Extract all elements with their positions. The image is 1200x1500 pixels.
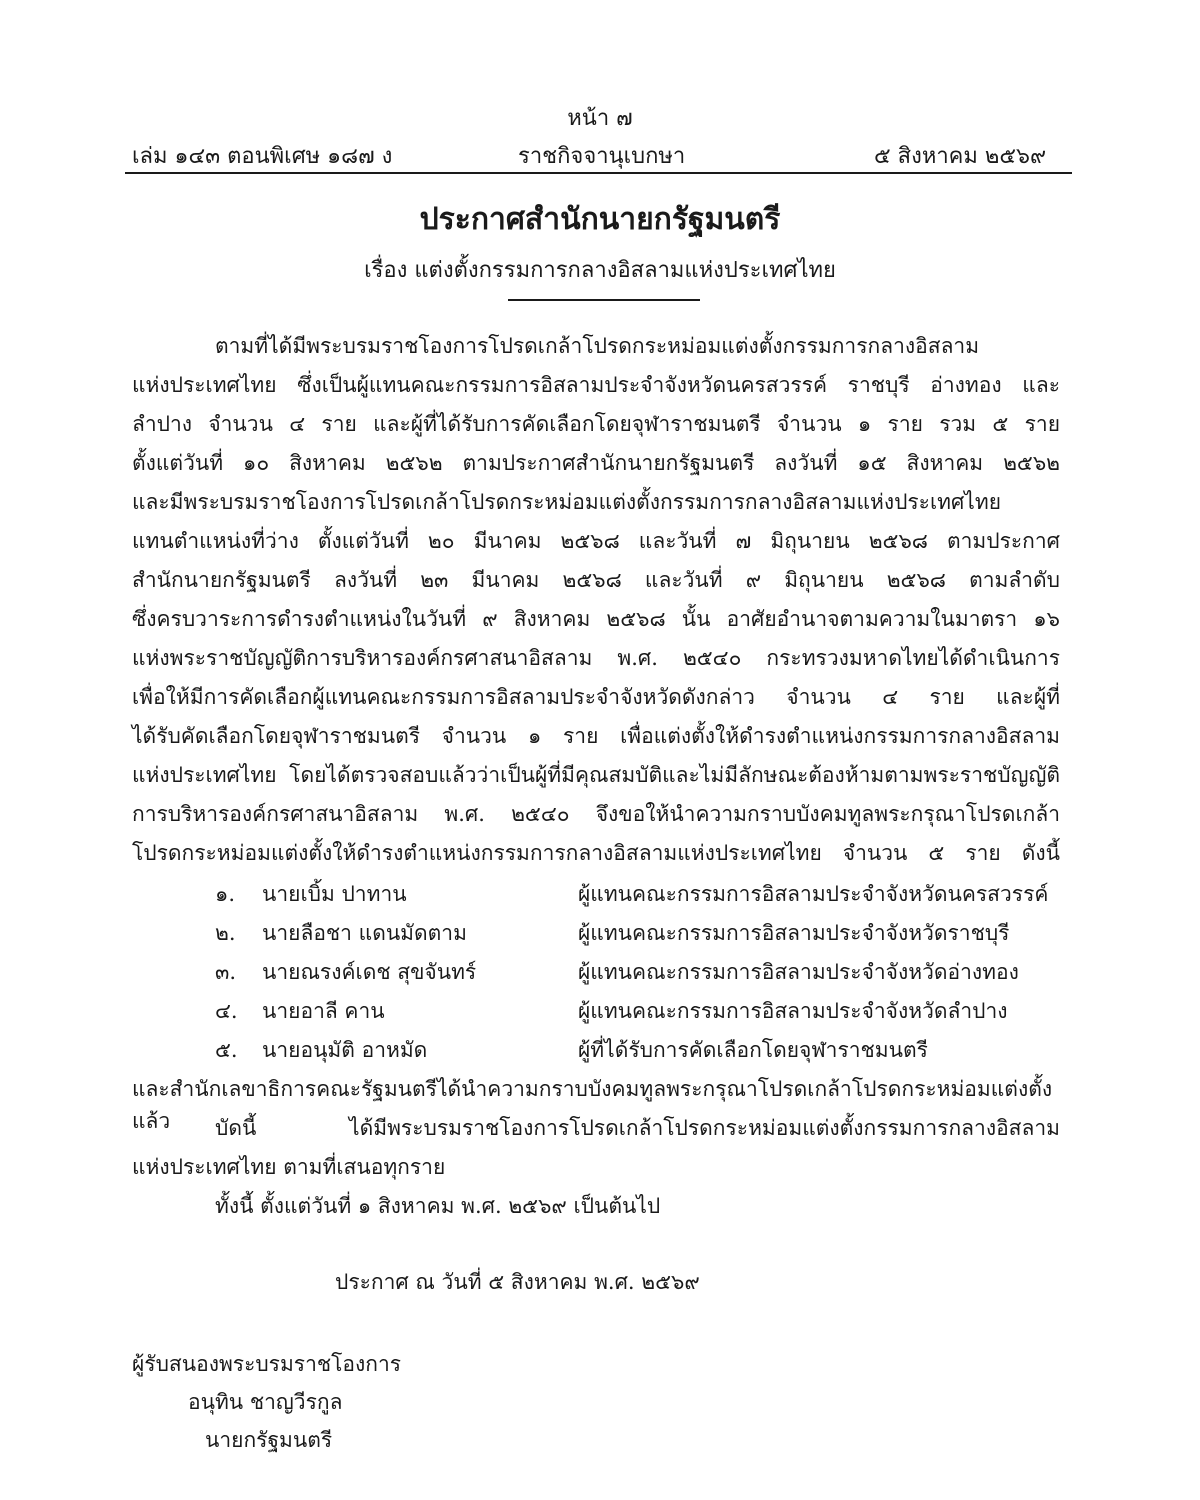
appointee-role: ผู้แทนคณะกรรมการอิสลามประจำจังหวัดลำปาง (578, 999, 1008, 1023)
body-line: ตั้งแต่วันที่ ๑๐ สิงหาคม ๒๕๖๒ ตามประกาศสำนักนายกรัฐมนตรี ลงวันที่ ๑๕ สิงหาคม ๒๕๖๒ (132, 451, 1060, 475)
appointee-number: ๓. (215, 960, 237, 984)
body-line: ตามที่ได้มีพระบรมราชโองการโปรดเกล้าโปรดกระหม่อมแต่งตั้งกรรมการกลางอิสลาม (215, 334, 980, 358)
body-line: เพื่อให้มีการคัดเลือกผู้แทนคณะกรรมการอิสลามประจำจังหวัดดังกล่าว จำนวน ๔ ราย และผู้ที่ (132, 685, 1060, 709)
appointee-number: ๕. (215, 1038, 238, 1062)
appointee-role: ผู้ที่ได้รับการคัดเลือกโดยจุฬาราชมนตรี (578, 1038, 928, 1062)
effective-date-line: ทั้งนี้ ตั้งแต่วันที่ ๑ สิงหาคม พ.ศ. ๒๕๖๙ เป็นต้นไป (215, 1194, 661, 1218)
body-line: ลำปาง จำนวน ๔ ราย และผู้ที่ได้รับการคัดเลือกโดยจุฬาราชมนตรี จำนวน ๑ ราย รวม ๕ ราย (132, 412, 1060, 436)
gazette-name: ราชกิจจานุเบกษา (518, 144, 686, 169)
title-divider (508, 299, 700, 301)
body-line: ได้รับคัดเลือกโดยจุฬาราชมนตรี จำนวน ๑ ราย เพื่อแต่งตั้งให้ดำรงตำแหน่งกรรมการกลางอิสลาม (132, 724, 1060, 748)
appointee-number: ๒. (215, 921, 236, 945)
countersign-label: ผู้รับสนองพระบรมราชโองการ (132, 1352, 402, 1376)
body-line: แห่งพระราชบัญญัติการบริหารองค์กรศาสนาอิสลาม พ.ศ. ๒๕๔๐ กระทรวงมหาดไทยได้ดำเนินการ (132, 646, 1060, 670)
appointee-role: ผู้แทนคณะกรรมการอิสลามประจำจังหวัดอ่างทอง (578, 960, 1019, 984)
header-divider (125, 172, 1072, 174)
announcement-subject: เรื่อง แต่งตั้งกรรมการกลางอิสลามแห่งประเทศไทย (364, 258, 836, 283)
appointee-role: ผู้แทนคณะกรรมการอิสลามประจำจังหวัดราชบุรี (578, 921, 1010, 945)
page-number: หน้า ๗ (567, 106, 633, 131)
body-line: สำนักนายกรัฐมนตรี ลงวันที่ ๒๓ มีนาคม ๒๕๖๘ และวันที่ ๙ มิถุนายน ๒๕๖๘ ตามลำดับ (132, 568, 1060, 592)
appointee-name: นายอนุมัติ อาหมัด (262, 1038, 428, 1062)
body-line: แห่งประเทศไทย โดยได้ตรวจสอบแล้วว่าเป็นผู้ที่มีคุณสมบัติและไม่มีลักษณะต้องห้ามตามพระราชบัญญัติ (132, 763, 1060, 787)
appointee-number: ๑. (215, 882, 236, 906)
body-line: และมีพระบรมราชโองการโปรดเกล้าโปรดกระหม่อมแต่งตั้งกรรมการกลางอิสลามแห่งประเทศไทย (132, 490, 1002, 514)
gazette-volume: เล่ม ๑๔๓ ตอนพิเศษ ๑๘๗ ง (132, 144, 393, 169)
announcement-title: ประกาศสำนักนายกรัฐมนตรี (419, 202, 781, 237)
appointee-number: ๔. (215, 999, 238, 1023)
signatory-name: อนุทิน ชาญวีรกูล (188, 1390, 343, 1414)
body-line: แห่งประเทศไทย ซึ่งเป็นผู้แทนคณะกรรมการอิสลามประจำจังหวัดนครสวรรค์ ราชบุรี อ่างทอง และ (132, 373, 1060, 397)
appointee-name: นายอาลี คาน (262, 999, 385, 1023)
body-line: ซึ่งครบวาระการดำรงตำแหน่งในวันที่ ๙ สิงหาคม ๒๕๖๘ นั้น อาศัยอำนาจตามความในมาตรา ๑๖ (132, 607, 1060, 631)
gazette-date: ๕ สิงหาคม ๒๕๖๙ (874, 144, 1047, 169)
closing-line: บัดนี้ ได้มีพระบรมราชโองการโปรดเกล้าโปรดกระหม่อมแต่งตั้งกรรมการกลางอิสลาม (215, 1116, 1060, 1140)
appointee-name: นายณรงค์เดช สุขจันทร์ (262, 960, 477, 984)
body-line: โปรดกระหม่อมแต่งตั้งให้ดำรงตำแหน่งกรรมการกลางอิสลามแห่งประเทศไทย จำนวน ๕ ราย ดังนี้ (132, 841, 1060, 865)
appointee-name: นายเบิ้ม ปาทาน (262, 882, 407, 906)
signatory-position: นายกรัฐมนตรี (205, 1428, 333, 1452)
announcement-date: ประกาศ ณ วันที่ ๕ สิงหาคม พ.ศ. ๒๕๖๙ (335, 1270, 700, 1294)
closing-line: แห่งประเทศไทย ตามที่เสนอทุกราย (132, 1155, 446, 1179)
body-line: การบริหารองค์กรศาสนาอิสลาม พ.ศ. ๒๕๔๐ จึงขอให้นำความกราบบังคมทูลพระกรุณาโปรดเกล้า (132, 802, 1060, 826)
body-line: แทนตำแหน่งที่ว่าง ตั้งแต่วันที่ ๒๐ มีนาคม ๒๕๖๘ และวันที่ ๗ มิถุนายน ๒๕๖๘ ตามประกาศ (132, 529, 1060, 553)
appointee-role: ผู้แทนคณะกรรมการอิสลามประจำจังหวัดนครสวรรค์ (578, 882, 1049, 906)
closing-line: และสำนักเลขาธิการคณะรัฐมนตรีได้นำความกราบบังคมทูลพระกรุณาโปรดเกล้าโปรดกระหม่อมแต่งตั้งแล้ว (132, 1077, 1053, 1133)
appointee-name: นายลือชา แดนมัดตาม (262, 921, 467, 945)
